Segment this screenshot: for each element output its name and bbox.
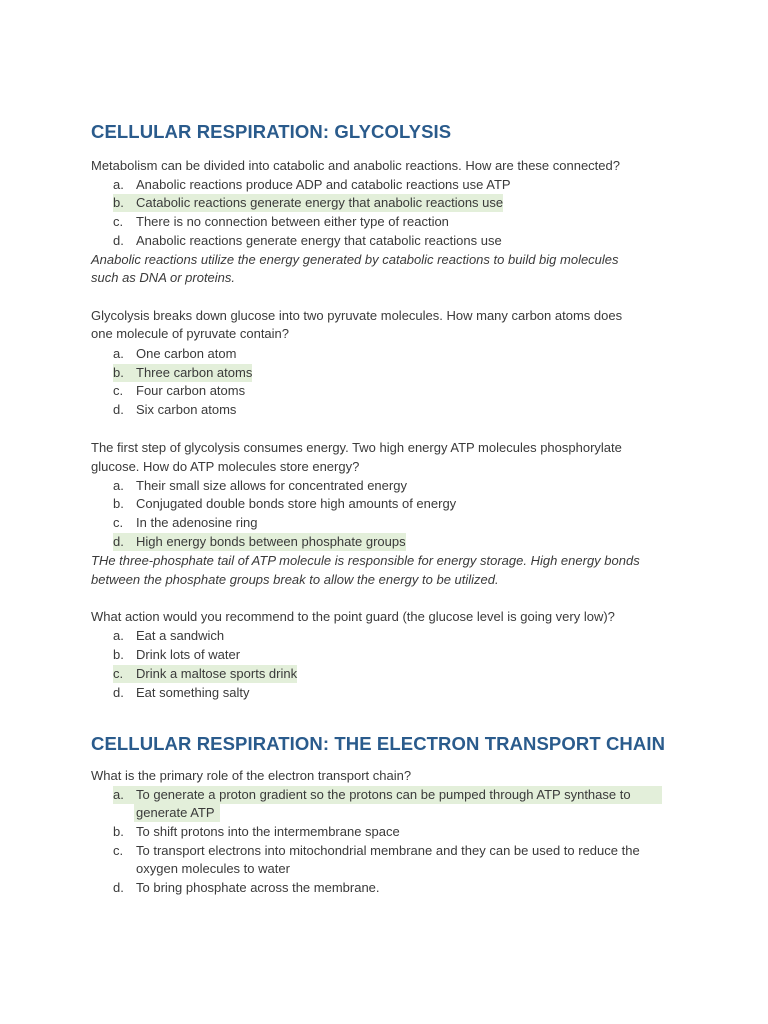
q5-option-c: c. To transport electrons into mitochondrial membrane and they can be used to reduce the	[113, 843, 640, 858]
q5-option-b: b. To shift protons into the intermembrane space	[113, 824, 400, 839]
q1-option-c: c. There is no connection between either type of reaction	[113, 214, 449, 229]
q2-option-a: a. One carbon atom	[113, 346, 237, 361]
q3-explanation-line-1: THe three-phosphate tail of ATP molecule is responsible for energy storage. High energy bonds	[91, 553, 640, 568]
q3-explanation-line-2: between the phosphate groups break to allow the energy to be utilized.	[91, 572, 499, 587]
q5-option-a-continued: generate ATP	[136, 805, 215, 820]
question-5-text: What is the primary role of the electron transport chain?	[91, 768, 412, 783]
q3-option-b: b. Conjugated double bonds store high amounts of energy	[113, 496, 457, 511]
q3-option-d-correct: d. High energy bonds between phosphate groups	[113, 534, 406, 549]
q1-option-a: a. Anabolic reactions produce ADP and catabolic reactions use ATP	[113, 177, 511, 192]
q3-option-a: a. Their small size allows for concentrated energy	[113, 478, 407, 493]
q5-option-d: d. To bring phosphate across the membrane.	[113, 880, 380, 895]
q4-option-a: a. Eat a sandwich	[113, 628, 225, 643]
q1-option-b-correct: b. Catabolic reactions generate energy that anabolic reactions use	[113, 195, 504, 210]
q2-option-c: c. Four carbon atoms	[113, 383, 246, 398]
question-2-text-line-1: Glycolysis breaks down glucose into two pyruvate molecules. How many carbon atoms does	[91, 308, 623, 323]
question-1-text: Metabolism can be divided into catabolic and anabolic reactions. How are these connected?	[91, 158, 620, 173]
question-2-text-line-2: one molecule of pyruvate contain?	[91, 326, 290, 341]
q2-option-b-correct: b. Three carbon atoms	[113, 365, 253, 380]
q1-option-d: d. Anabolic reactions generate energy that catabolic reactions use	[113, 233, 502, 248]
section-heading-glycolysis: CELLULAR RESPIRATION: GLYCOLYSIS	[91, 121, 452, 142]
q4-option-c-correct: c. Drink a maltose sports drink	[113, 666, 298, 681]
q2-option-d: d. Six carbon atoms	[113, 402, 237, 417]
q4-option-d: d. Eat something salty	[113, 685, 250, 700]
q5-option-a-correct: a. To generate a proton gradient so the protons can be pumped through ATP synthase to	[113, 787, 631, 802]
section-heading-electron-transport-chain: CELLULAR RESPIRATION: THE ELECTRON TRANSPORT CHAIN	[91, 733, 666, 754]
q4-option-b: b. Drink lots of water	[113, 647, 241, 662]
q1-explanation-line-2: such as DNA or proteins.	[91, 270, 236, 285]
question-3-text-line-1: The first step of glycolysis consumes energy. Two high energy ATP molecules phosphorylate	[91, 440, 622, 455]
q5-option-c-continued: oxygen molecules to water	[136, 861, 290, 876]
q3-option-c: c. In the adenosine ring	[113, 515, 258, 530]
question-3-text-line-2: glucose. How do ATP molecules store energy?	[91, 459, 360, 474]
question-4-text: What action would you recommend to the point guard (the glucose level is going very low)?	[91, 609, 615, 624]
q1-explanation-line-1: Anabolic reactions utilize the energy generated by catabolic reactions to build big molecules	[91, 252, 619, 267]
